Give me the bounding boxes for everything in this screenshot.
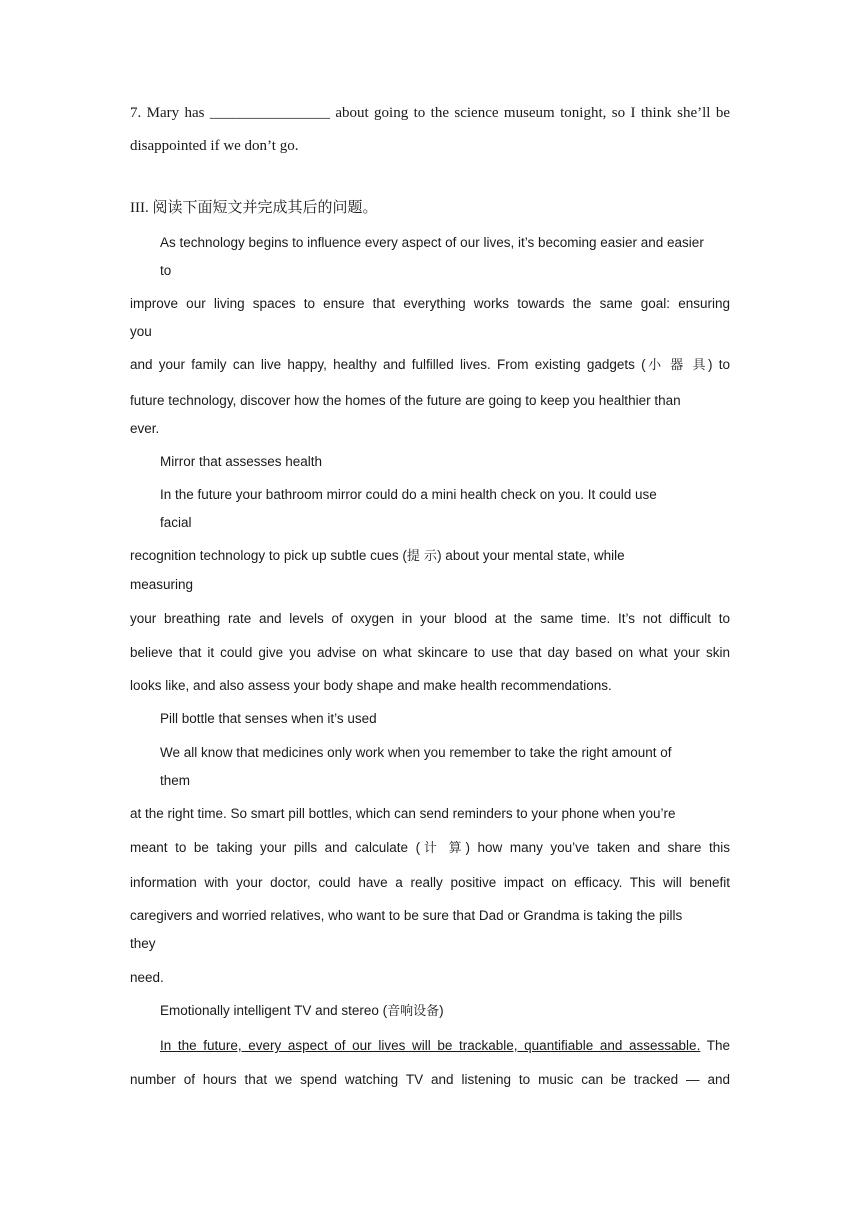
chinese-gloss: 小 器 具 (645, 358, 708, 373)
text-line: to (160, 263, 172, 278)
underlined-sentence: In the future, every aspect of our lives will be trackable, quantifiable and assessable. (160, 1038, 701, 1053)
text-line: at the right time. So smart pill bottles, which can send reminders to your phone when you’re (130, 806, 676, 821)
text-line: meant to be taking your pills and calculate (计 算) how many you’ve taken and share this (130, 840, 730, 856)
subheading-mirror: Mirror that assesses health (160, 454, 323, 469)
text-line: ever. (130, 421, 160, 436)
section-3-heading: III. 阅读下面短文并完成其后的问题。 (130, 200, 378, 216)
text-line: In the future your bathroom mirror could do a mini health check on you. It could use (160, 487, 657, 502)
text-line: and your family can live happy, healthy and fulfilled lives. From existing gadgets (小 器 具) to (130, 357, 731, 373)
text-line: measuring (130, 577, 194, 592)
text-line: In the future, every aspect of our lives will be trackable, quantifiable and assessable. The (160, 1038, 730, 1053)
subheading-pill-bottle: Pill bottle that senses when it’s used (160, 711, 377, 726)
text-line: they (130, 936, 156, 951)
text-line: improve our living spaces to ensure that everything works towards the same goal: ensuring (130, 296, 730, 311)
question-7-prefix: 7. Mary has (130, 105, 210, 121)
text-line: believe that it could give you advise on what skincare to use that day based on what your skin (130, 645, 730, 660)
subheading-tv-stereo: Emotionally intelligent TV and stereo (音响设备) (160, 1003, 444, 1019)
text-line: you (130, 324, 152, 339)
text-line: number of hours that we spend watching TV and listening to music can be tracked — and (130, 1072, 730, 1087)
text-line: caregivers and worried relatives, who want to be sure that Dad or Grandma is taking the pills (130, 908, 683, 923)
text-line: them (160, 773, 191, 788)
chinese-gloss: 音响设备 (387, 1004, 440, 1019)
text-line: We all know that medicines only work when you remember to take the right amount of (160, 745, 672, 760)
chinese-gloss: 提 示 (406, 549, 438, 564)
answer-blank: ________________ (209, 105, 330, 121)
question-7-suffix: about going to the science museum tonight, so I think she’ll be (329, 105, 730, 121)
chinese-gloss: 计 算 (420, 841, 466, 856)
text-line: your breathing rate and levels of oxygen in your blood at the same time. It’s not difficult to (130, 611, 730, 626)
text-line: future technology, discover how the homes of the future are going to keep you healthier than (130, 393, 681, 408)
text-line: information with your doctor, could have a really positive impact on efficacy. This will benefit (130, 875, 730, 890)
text-line: facial (160, 515, 192, 530)
text-line: recognition technology to pick up subtle cues (提 示) about your mental state, while (130, 548, 625, 564)
text-line: need. (130, 970, 164, 985)
question-7-line-1 (130, 103, 730, 123)
text-line: As technology begins to influence every aspect of our lives, it’s becoming easier and easier (160, 235, 704, 250)
text-line: looks like, and also assess your body shape and make health recommendations. (130, 678, 612, 693)
question-7-line-2: disappointed if we don’t go. (130, 138, 299, 154)
